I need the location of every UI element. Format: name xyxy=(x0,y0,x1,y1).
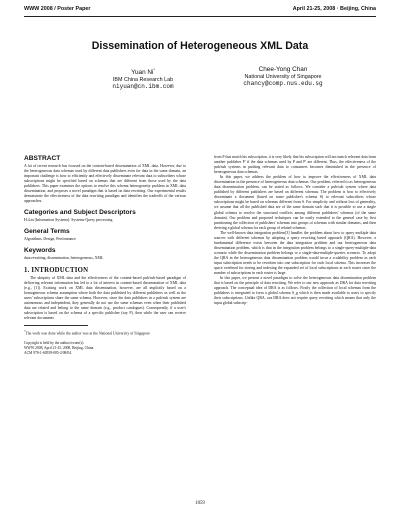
introduction-text: The ubiquity of XML data and the effectiveness of the content-based pub/sub-based paradigm of delivering relevant information has led to a lot of interest in content-based dissemination of XML data (e.g., [1]). Existing work on XML data dissemination, however, are all implicitly based on a homogeneous schema assumption where both the data published by different publishers as well as the users' subscriptions share the same schema. However, since the data publishers in a pub/sub system are autonomous and independent, they generally do not use the same schemas even when their published data are related and belong to the same domain (e.g., product catalogues). Consequently, if a user's subscription is based on the schema of a specific publisher (say P), then while the user can receive relevant documents xyxy=(24,275,186,320)
abstract-heading: ABSTRACT xyxy=(24,155,61,162)
body-paragraph: In this paper, we address the problem of how to improve the effectiveness of XML data dissemination in the presence of heterogeneous data schemas. Our problem, referred to as heterogeneous data dissemination problem, can be stated as follows. We consider a pub/sub system where data published by different publishers are based on different schemas. The problem is how to effectively disseminate a document (based on some publisher's schema S) to relevant subscribers whose subscriptions might be based on schemas different from S. For simplicity and without loss of generality, we assume that all the published data are of the same domain such that it is possible to use a single global schema to resolve the structural conflicts among different publishers' schemas (of the same domain). Our problem and proposed techniques can be easily extended to the general case by first partitioning the collection of publishers' schemas into groups of schemas with similar domains, and then deriving a global schema for each group of related schemas. xyxy=(214,175,376,230)
copyright-line: Copyright is held by the author/owner(s). xyxy=(24,341,85,346)
introduction-heading: 1. INTRODUCTION xyxy=(24,266,89,274)
right-column xyxy=(214,155,376,306)
author-affiliation: National University of Singapore xyxy=(244,74,322,80)
categories-text: H.4.m [Information Systems]: Systems-Query processing xyxy=(24,218,113,223)
author-block-2 xyxy=(198,66,368,87)
footnote-marker: * xyxy=(24,329,26,333)
copyright-notice xyxy=(24,341,186,355)
footnote: *The work was done while the author was at the National University of Singapore xyxy=(24,329,150,336)
running-header xyxy=(24,6,376,16)
left-column xyxy=(24,155,186,355)
author-email: chancy@comp.nus.edu.sg xyxy=(243,79,323,87)
categories-heading: Categories and Subject Descriptors xyxy=(24,209,136,217)
author-marker: * xyxy=(153,68,155,72)
header-right: April 21-25, 2008 · Beijing, China xyxy=(292,6,376,12)
keywords-text: data rewriting, dissemination, heterogeneous, XML xyxy=(24,256,104,261)
header-rule xyxy=(24,16,376,17)
keywords-heading: Keywords xyxy=(24,247,56,255)
header-left: WWW 2008 / Poster Paper xyxy=(24,6,91,12)
general-terms-text: Algorithms, Design, Performance xyxy=(24,237,76,242)
copyright-line: WWW 2008, April 21-25, 2008, Beijing, China. xyxy=(24,345,95,350)
footnote-rule xyxy=(24,325,88,326)
general-terms-heading: General Terms xyxy=(24,228,70,236)
author-affiliation: IBM China Research Lab xyxy=(112,77,174,84)
copyright-line: ACM 978-1-60558-085-2/08/04. xyxy=(24,350,72,355)
body-paragraph: The well-known data integration problem[3] handles the problem about how to query multiple data sources with different schemas by adopting a query rewriting based approach (QRA). However, a fundamental difference exists between the data integration problem and our heterogeneous data dissemination problem, which is that in the integration problem belongs to a single-query-multiple-data scenario while the dissemination problem belongs to a single-data-multiple-queries scenario. To adopt the QRA in the heterogeneous data dissemination problem would incur a scalability problem as each input subscription needs to be rewritten into one subscription for each local schema. This increases the space overhead for storing and indexing the expanded set of local subscriptions at each router since the number of subscriptions in each router is large. xyxy=(214,230,376,276)
abstract-text: A lot of recent research has focused on the content-based dissemination of XML data. However, due to the heterogeneous data schemas used by different data publishers even for data in the same domain, an important challenge is how to efficiently and effectively disseminate relevant data to subscribers whose subscriptions might be specified based on schemas that are different from those used by the data publishers. This paper examines the options to resolve this schema heterogeneity problem in XML data dissemination, and proposes a novel paradigm that is based on data rewriting. Our experimental results demonstrate the effectiveness of the data rewriting paradigm and identifies the tradeoffs of the various approaches. xyxy=(24,164,186,204)
author-name: Yuan Ni* xyxy=(131,68,155,77)
paper-title: Dissemination of Heterogeneous XML Data xyxy=(91,40,309,52)
body-paragraph: from P that match his subscription, it is very likely that his subscription will not match relevant data from another publisher P' if the data schemas used by P and P' are different. Thus, the effectiveness of the pub/sub systems in pushing relevant data to consumers becomes diminished in the presence of heterogeneous data schemas. xyxy=(214,155,377,175)
author-email: niyuan@cn.ibm.com xyxy=(112,82,174,90)
page-number: 1059 xyxy=(195,501,205,506)
author-name: Chee-Yong Chan xyxy=(258,66,308,73)
body-paragraph: In this paper, we present a novel paradigm to solve the heterogeneous data dissemination problem that is based on the principle of data rewriting. We refer to our new approach as DRA for data rewriting approach. The conceptual idea of DRA is as follows. Firstly the collection of local schemas from the publishers is integrated to form a global schema S_g which is then made available to users to specify their subscriptions. Unlike QRA, our DRA does not require query rewriting which means that only the input global subscrip- xyxy=(214,276,376,306)
